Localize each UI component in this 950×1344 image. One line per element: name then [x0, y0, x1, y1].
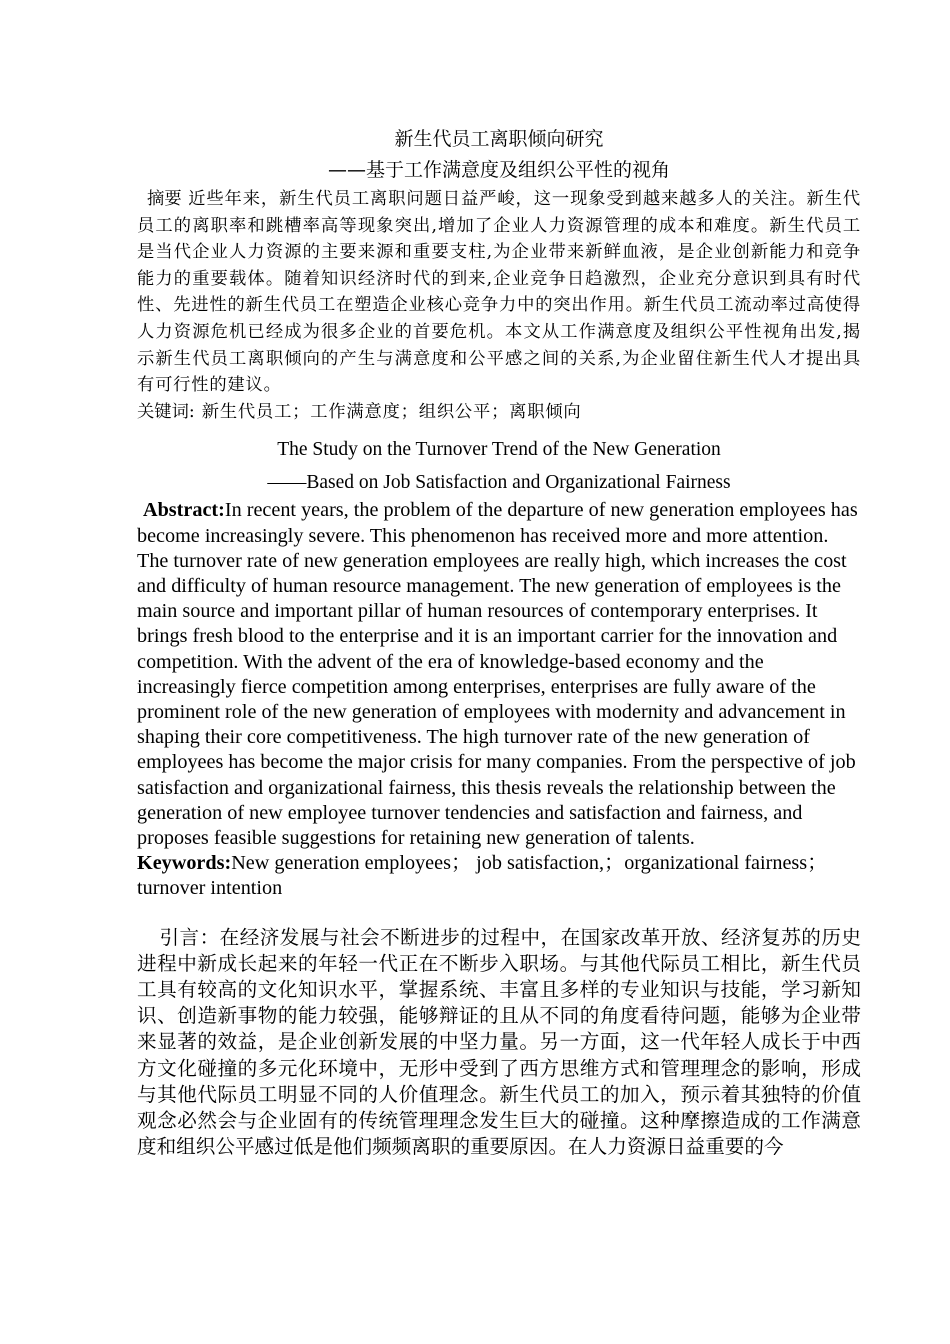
chinese-keywords-text: : 新生代员工；工作满意度；组织公平；离职倾向 — [188, 401, 582, 422]
english-keywords-label: Keywords: — [137, 852, 232, 875]
english-abstract — [137, 498, 861, 851]
english-subtitle: ——Based on Job Satisfaction and Organizational Fairness — [267, 472, 731, 494]
chinese-title: 新生代员工离职倾向研究 — [394, 128, 604, 150]
introduction-paragraph — [137, 926, 861, 1162]
document-page — [137, 124, 861, 1161]
chinese-keywords-label: 关键词 — [137, 401, 189, 422]
chinese-abstract-text: 近些年来，新生代员工离职问题日益严峻，这一现象受到越来越多人的关注。新生代员工的离职率和跳槽率高等现象突出,增加了企业人力资源管理的成本和难度。新生代员工是当代企业人力资源的主要来源和重要支柱,为企业带来新鲜血液，是企业创新能力和竞争能力的重要载体。随着知识经济时代的到来,企业竞争日趋激烈，企业充分意识到具有时代性、先进性的新生代员工在塑造企业核心竞争力中的突出作用。新生代员工流动率过高使得人力资源危机已经成为很多企业的首要危机。本文从工作满意度及组织公平性视角出发,揭示新生代员工离职倾向的产生与满意度和公平感之间的关系,为企业留住新生代人才提出具有可行性的建议。 — [137, 189, 861, 396]
chinese-abstract — [137, 186, 861, 399]
english-title: The Study on the Turnover Trend of the New Generation — [277, 439, 721, 461]
english-abstract-text: In recent years, the problem of the departure of new generation employees has become increasingly severe. This phenomenon has received more and more attention. The turnover rate of new generation employees are really high, which increases the cost and difficulty of human resource management. The new generation of employees is the main source and important pillar of human resources of contemporary enterprises. It brings fresh blood to the enterprise and it is an important carrier for the innovation and competition. With the advent of the era of knowledge-based economy and the increasingly fierce competition among enterprises, enterprises are fully aware of the prominent role of the new generation of employees with modernity and advancement in shaping their core competitiveness. The high turnover rate of the new generation of employees has become the major crisis for many companies. From the perspective of job satisfaction and organizational fairness, this thesis reveals the relationship between the generation of new employee turnover tendencies and satisfaction and fairness, and proposes feasible suggestions for retaining new generation of talents. — [137, 499, 858, 849]
english-keywords-text: New generation employees； job satisfaction,；organizational fairness； turnover intention — [137, 852, 828, 900]
english-keywords — [137, 851, 861, 901]
chinese-abstract-label: 摘要 — [147, 189, 182, 209]
introduction-text: 引言：在经济发展与社会不断进步的过程中，在国家改革开放、经济复苏的历史进程中新成长起来的年轻一代正在不断步入职场。与其他代际员工相比，新生代员工具有较高的文化知识水平，掌握系统、丰富且多样的专业知识与技能，学习新知识、创造新事物的能力较强，能够辩证的且从不同的角度看待问题，能够为企业带来显著的效益，是企业创新发展的中坚力量。另一方面，这一代年轻人成长于中西方文化碰撞的多元化环境中，无形中受到了西方思维方式和管理理念的影响，形成与其他代际员工明显不同的人价值理念。新生代员工的加入，预示着其独特的价值观念必然会与企业固有的传统管理理念发生巨大的碰撞。这种摩擦造成的工作满意度和组织公平感过低是他们频频离职的重要原因。在人力资源日益重要的今 — [137, 927, 861, 1159]
chinese-keywords — [137, 399, 861, 426]
chinese-subtitle: ——基于工作满意度及组织公平性的视角 — [327, 159, 670, 181]
english-abstract-label: Abstract: — [143, 499, 225, 522]
